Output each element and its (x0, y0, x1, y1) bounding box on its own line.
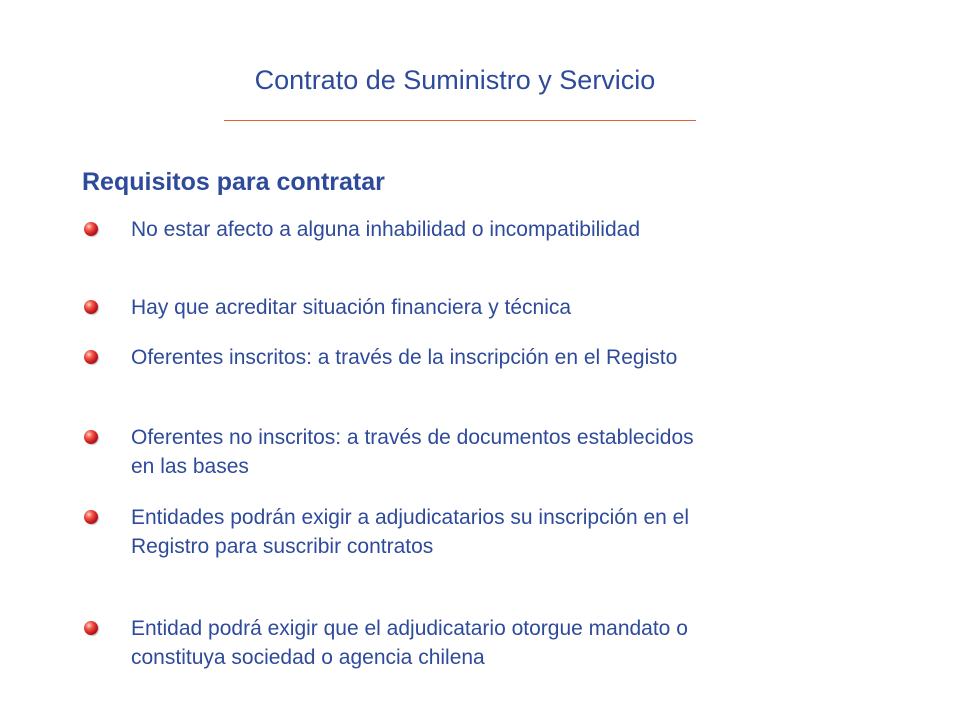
bullet-text: Oferentes inscritos: a través de la inscripción en el Registo (131, 346, 678, 369)
section-heading: Requisitos para contratar (82, 168, 385, 196)
red-sphere-bullet-icon (84, 300, 98, 314)
bullet-text: Hay que acreditar situación financiera y técnica (131, 296, 572, 319)
slide-title: Contrato de Suministro y Servicio (254, 65, 656, 95)
title-divider (224, 120, 696, 121)
red-sphere-bullet-icon (84, 430, 98, 444)
red-sphere-bullet-icon (84, 222, 98, 236)
bullet-text: Oferentes no inscritos: a través de documentos establecidos en las bases (131, 426, 694, 478)
red-sphere-bullet-icon (84, 350, 98, 364)
red-sphere-bullet-icon (84, 510, 98, 524)
bullet-text: No estar afecto a alguna inhabilidad o incompatibilidad (131, 218, 641, 241)
bullet-text: Entidades podrán exigir a adjudicatarios su inscripción en el Registro para suscribir contratos (131, 506, 689, 558)
bullet-text: Entidad podrá exigir que el adjudicatario otorgue mandato o constituya sociedad o agencia chilena (131, 617, 688, 669)
red-sphere-bullet-icon (84, 621, 98, 635)
